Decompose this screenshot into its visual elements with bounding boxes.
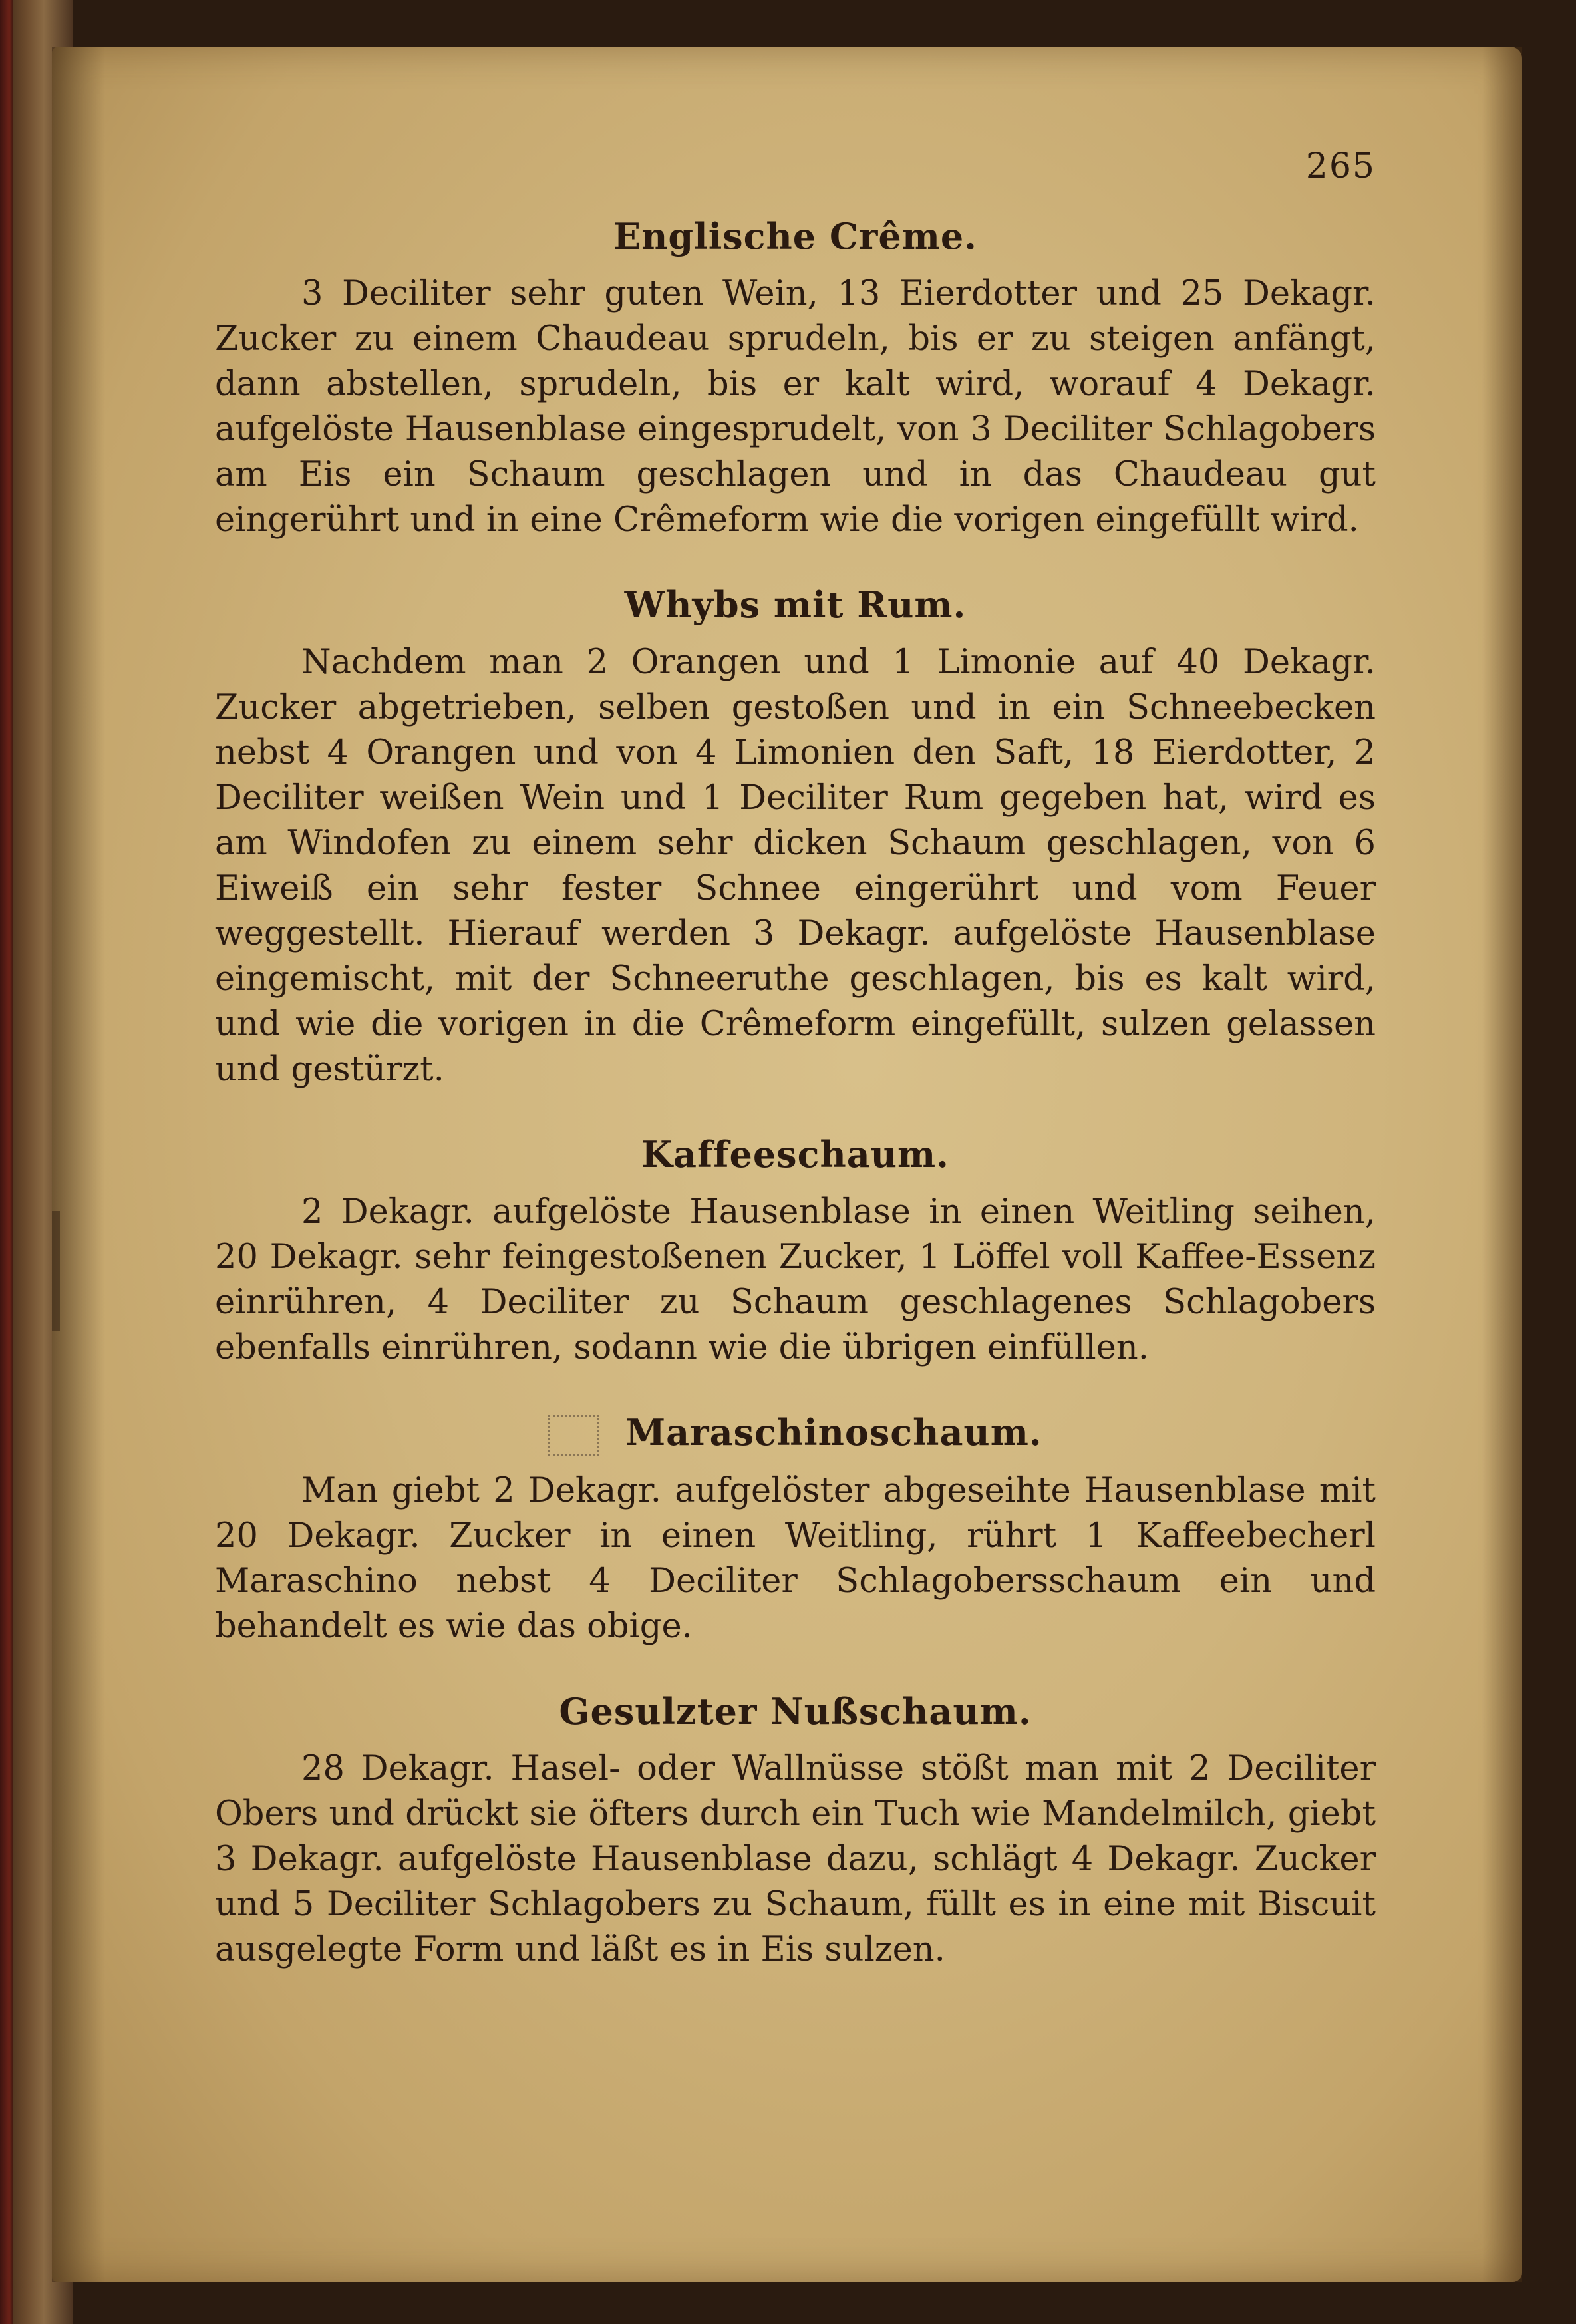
gutter-shadow — [52, 47, 105, 2282]
recipe-whybs-mit-rum — [215, 581, 1376, 1092]
recipe-body: 2 Dekagr. aufgelöste Hausenblase in einen Weitling seihen, 20 Dekagr. sehr feingestoßenen Zucker, 1 Löffel voll Kaffee-Essenz einrühren, 4 Deciliter zu Schaum geschlagenes Schlagobers ebenfalls einrühren, sodann wie die übrigen einfüllen. — [215, 1192, 1376, 1367]
recipe-body: Nachdem man 2 Orangen und 1 Limonie auf 40 Dekagr. Zucker abgetrieben, selben gestoßen und in ein Schneebecken nebst 4 Orangen und von 4 Limonien den Saft, 18 Eierdotter, 2 Deciliter weißen Wein und 1 Deciliter Rum gegeben hat, wird es am Windofen zu einem sehr dicken Schaum geschlagen, von 6 Eiweiß ein sehr fester Schnee eingerührt und vom Feuer weggestellt. Hierauf werden 3 Dekagr. aufgelöste Hausenblase eingemischt, mit der Schneeruthe geschlagen, bis es kalt wird, und wie die vorigen in die Crêmeform eingefüllt, sulzen gelassen und gestürzt. — [215, 643, 1376, 1089]
recipe-title: Englische Crême. — [613, 215, 977, 257]
recipe-body: 28 Dekagr. Hasel- oder Wallnüsse stößt man mit 2 Deciliter Obers und drückt sie öfters durch ein Tuch wie Mandelmilch, giebt 3 Dekagr. aufgelöste Hausenblase dazu, schlägt 4 Dekagr. Zucker und 5 Deciliter Schlagobers zu Schaum, füllt es in eine mit Biscuit ausgelegte Form und läßt es in Eis sulzen. — [215, 1748, 1376, 1969]
recipe-maraschinoschaum — [215, 1409, 1376, 1649]
page-number: 265 — [1305, 146, 1376, 186]
recipe-gesulzter-nussschaum — [215, 1688, 1376, 1973]
recipe-title: Whybs mit Rum. — [624, 583, 967, 626]
recipe-title-row — [215, 1409, 1376, 1456]
recipe-title: Maraschinoschaum. — [625, 1411, 1042, 1454]
page-edge-shadow — [1482, 47, 1522, 2282]
page-text — [215, 146, 1376, 2011]
book-page — [52, 47, 1522, 2282]
recipe-kaffeeschaum — [215, 1131, 1376, 1371]
recipe-body: 3 Deciliter sehr guten Wein, 13 Eierdotter und 25 Dekagr. Zucker zu einem Chaudeau sprudeln, bis er zu steigen anfängt, dann abstellen, sprudeln, bis er kalt wird, worauf 4 Dekagr. aufgelöste Hausenblase eingesprudelt, von 3 Deciliter Schlagobers am Eis ein Schaum geschlagen und in das Chaudeau gut eingerührt und in eine Crêmeform wie die vorigen eingefüllt wird. — [215, 274, 1376, 540]
recipe-body: Man giebt 2 Dekagr. aufgelöster abgeseihte Hausenblase mit 20 Dekagr. Zucker in einen Weitling, rührt 1 Kaffeebecherl Maraschino nebst 4 Deciliter Schlagobersschaum ein und behandelt es wie das obige. — [215, 1470, 1376, 1646]
book-cover-edge — [0, 0, 13, 2324]
recipe-title: Kaffeeschaum. — [641, 1133, 949, 1176]
binding-thread — [52, 1211, 60, 1331]
recipe-englische-creme — [215, 213, 1376, 543]
recipe-title: Gesulzter Nußschaum. — [559, 1689, 1032, 1733]
library-stamp-icon — [548, 1415, 599, 1456]
